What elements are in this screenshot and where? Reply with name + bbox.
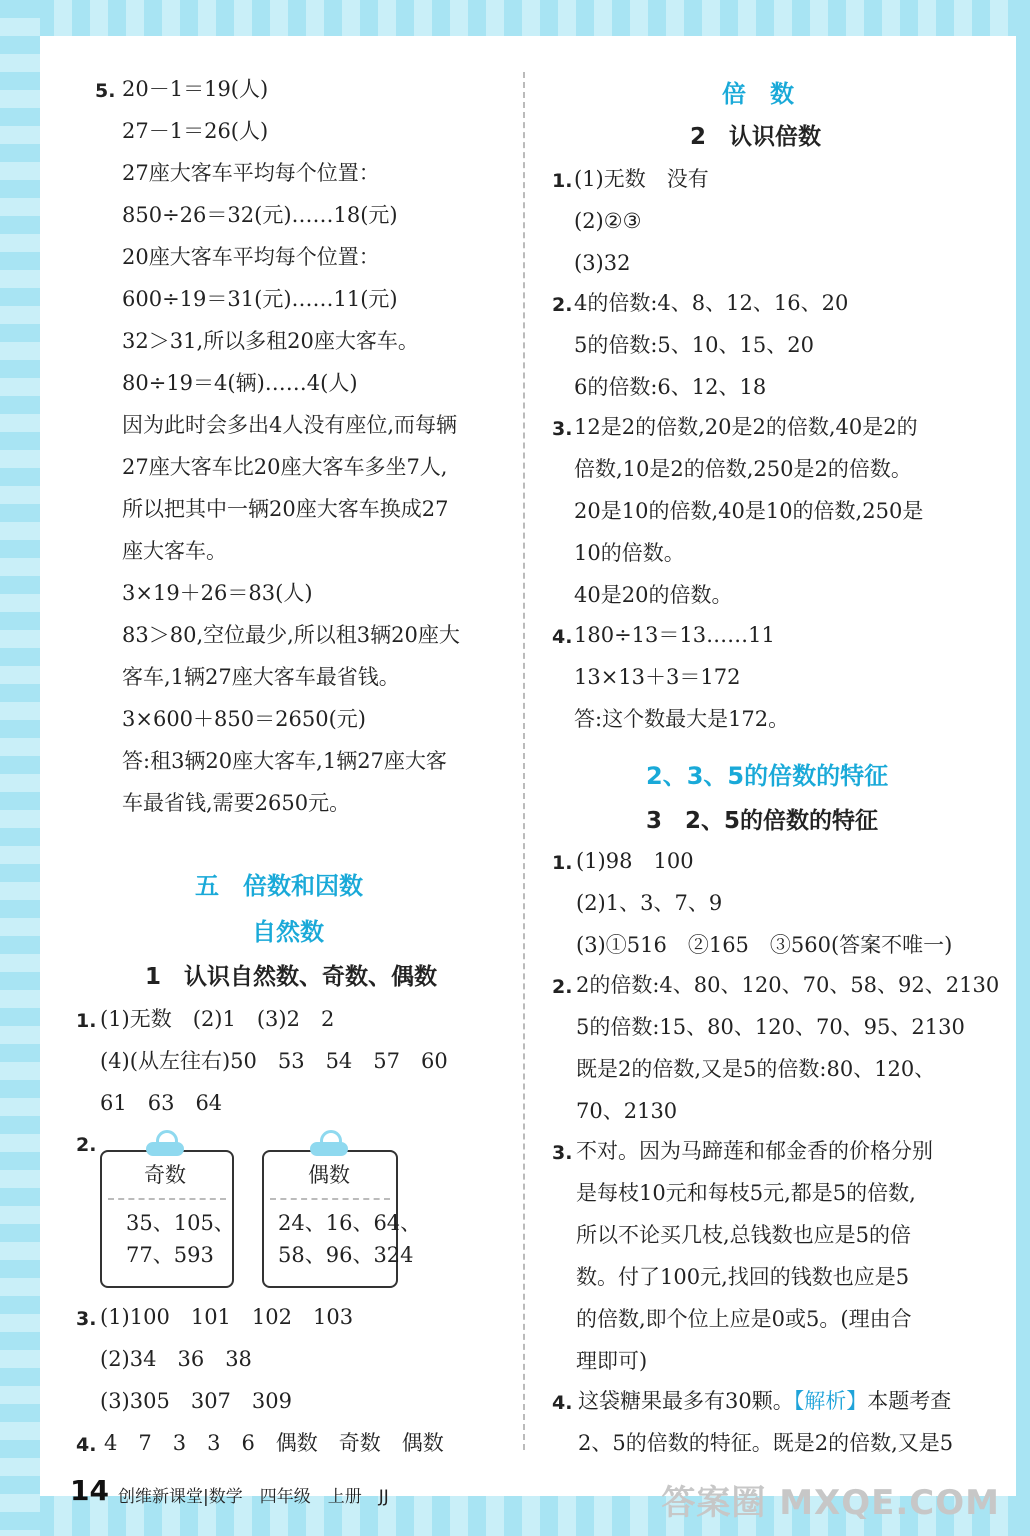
q5-number: 5. <box>95 80 116 102</box>
odd-card-title: 奇数 <box>144 1163 186 1187</box>
r2-q4-answer: 这袋糖果最多有30颗。 <box>578 1389 794 1413</box>
r2-q1-line: (3)①516 ②165 ③560(答案不唯一) <box>576 933 953 957</box>
r2-q4-number: 4. <box>552 1392 573 1414</box>
section-title: 自然数 <box>252 918 324 946</box>
r-q4-line: 答:这个数最大是172。 <box>574 707 790 731</box>
r-q2-line: 5的倍数:5、10、15、20 <box>574 333 814 357</box>
r2-q3-line: 理即可) <box>576 1349 648 1373</box>
q5-line: 600÷19＝31(元)……11(元) <box>122 287 398 311</box>
q5-line: 所以把其中一辆20座大客车换成27 <box>122 497 449 521</box>
analysis-tag: 【解析】 <box>793 1389 868 1413</box>
r-q1-number: 1. <box>552 170 573 192</box>
lesson-title-multiples: 2 认识倍数 <box>690 124 822 150</box>
lesson-title-features: 3 2、5的倍数的特征 <box>646 808 879 834</box>
q4-line: 4 7 3 3 6 偶数 奇数 偶数 <box>104 1431 444 1455</box>
q5-line: 3×19＋26＝83(人) <box>122 581 313 605</box>
r-q3-line: 12是2的倍数,20是2的倍数,40是2的 <box>574 415 918 439</box>
r-q3-line: 10的倍数。 <box>574 541 685 565</box>
r2-q3-number: 3. <box>552 1142 573 1164</box>
border-right <box>1016 0 1030 1536</box>
r2-q4-analysis: 本题考查 <box>867 1389 952 1413</box>
lesson-title: 1 认识自然数、奇数、偶数 <box>145 964 438 990</box>
r-q4-line: 180÷13＝13……11 <box>574 623 775 647</box>
q3-line: (2)34 36 38 <box>100 1347 252 1371</box>
q3-line: (3)305 307 309 <box>100 1389 292 1413</box>
r-q1-line: (1)无数 没有 <box>574 167 709 191</box>
r2-q2-line: 70、2130 <box>576 1099 678 1123</box>
border-top <box>0 0 1030 36</box>
r-q4-number: 4. <box>552 626 573 648</box>
q1-line: (4)(从左往右)50 53 54 57 60 <box>100 1049 448 1073</box>
watermark: 答案圈 MXQE.COM <box>661 1483 1000 1523</box>
r2-q4-line <box>578 1388 951 1414</box>
q1-line: 61 63 64 <box>100 1091 223 1115</box>
q5-line: 20－1＝19(人) <box>122 77 269 101</box>
page-number: 14 <box>70 1474 109 1507</box>
r-q1-line: (3)32 <box>574 251 631 275</box>
r-q3-line: 40是20的倍数。 <box>574 583 733 607</box>
odd-card-value: 35、105、 <box>126 1211 235 1235</box>
q5-line: 83＞80,空位最少,所以租3辆20座大 <box>122 623 460 647</box>
q4-number: 4. <box>76 1434 97 1456</box>
r2-q1-line: (1)98 100 <box>576 849 694 873</box>
card-clip-bar <box>310 1142 348 1156</box>
q3-number: 3. <box>76 1308 97 1330</box>
r2-q4-line: 2、5的倍数的特征。既是2的倍数,又是5 <box>578 1431 954 1455</box>
section-title-multiples: 倍 数 <box>722 80 794 108</box>
q5-line: 车最省钱,需要2650元。 <box>122 791 351 815</box>
q5-line: 因为此时会多出4人没有座位,而每辆 <box>122 413 458 437</box>
r2-q3-line: 是每枝10元和每枝5元,都是5的倍数, <box>576 1181 916 1205</box>
card-separator <box>108 1198 226 1200</box>
q1-number: 1. <box>76 1010 97 1032</box>
r-q3-line: 倍数,10是2的倍数,250是2的倍数。 <box>574 457 912 481</box>
q5-line: 座大客车。 <box>122 539 227 563</box>
even-card-value: 58、96、324 <box>278 1243 414 1267</box>
odd-number-card <box>100 1150 234 1288</box>
r-q2-number: 2. <box>552 294 573 316</box>
q5-line: 答:租3辆20座大客车,1辆27座大客 <box>122 749 447 773</box>
r2-q2-line: 5的倍数:15、80、120、70、95、2130 <box>576 1015 965 1039</box>
r2-q3-line: 数。付了100元,找回的钱数也应是5 <box>576 1265 910 1289</box>
r-q3-line: 20是10的倍数,40是10的倍数,250是 <box>574 499 924 523</box>
r-q2-line: 6的倍数:6、12、18 <box>574 375 767 399</box>
r-q2-line: 4的倍数:4、8、12、16、20 <box>574 291 849 315</box>
q5-line: 32＞31,所以多租20座大客车。 <box>122 329 419 353</box>
q5-line: 850÷26＝32(元)……18(元) <box>122 203 398 227</box>
r2-q2-line: 既是2的倍数,又是5的倍数:80、120、 <box>576 1057 936 1081</box>
q5-line: 3×600＋850＝2650(元) <box>122 707 366 731</box>
even-number-card <box>262 1150 422 1288</box>
section-title-features: 2、3、5的倍数的特征 <box>646 762 889 790</box>
even-card-title: 偶数 <box>308 1163 350 1187</box>
q5-line: 客车,1辆27座大客车最省钱。 <box>122 665 400 689</box>
r2-q3-line: 的倍数,即个位上应是0或5。(理由合 <box>576 1307 912 1331</box>
chapter-title: 五 倍数和因数 <box>195 872 363 900</box>
r2-q2-line: 2的倍数:4、80、120、70、58、92、2130 <box>576 973 1000 997</box>
r2-q1-number: 1. <box>552 852 573 874</box>
q1-line: (1)无数 (2)1 (3)2 2 <box>100 1007 335 1031</box>
column-divider <box>523 72 525 1450</box>
q5-line: 27座大客车平均每个位置： <box>122 161 380 185</box>
r2-q3-line: 不对。因为马蹄莲和郁金香的价格分别 <box>576 1139 933 1163</box>
q3-line: (1)100 101 102 103 <box>100 1305 354 1329</box>
q5-line: 80÷19＝4(辆)……4(人) <box>122 371 358 395</box>
card-separator <box>270 1198 390 1200</box>
odd-card-value: 77、593 <box>126 1243 214 1267</box>
q5-line: 27座大客车比20座大客车多坐7人, <box>122 455 448 479</box>
r2-q2-number: 2. <box>552 976 573 998</box>
r-q4-line: 13×13＋3＝172 <box>574 665 741 689</box>
q2-number: 2. <box>76 1134 97 1156</box>
even-card-value: 24、16、64、 <box>278 1211 422 1235</box>
r-q1-line: (2)②③ <box>574 209 642 233</box>
card-clip-bar <box>146 1142 184 1156</box>
border-left <box>0 0 40 1536</box>
book-series: 创维新课堂|数学 四年级 上册 JJ <box>118 1487 389 1507</box>
q5-line: 27－1＝26(人) <box>122 119 269 143</box>
r2-q3-line: 所以不论买几枝,总钱数也应是5的倍 <box>576 1223 912 1247</box>
r2-q1-line: (2)1、3、7、9 <box>576 891 723 915</box>
r-q3-number: 3. <box>552 418 573 440</box>
q5-line: 20座大客车平均每个位置： <box>122 245 380 269</box>
